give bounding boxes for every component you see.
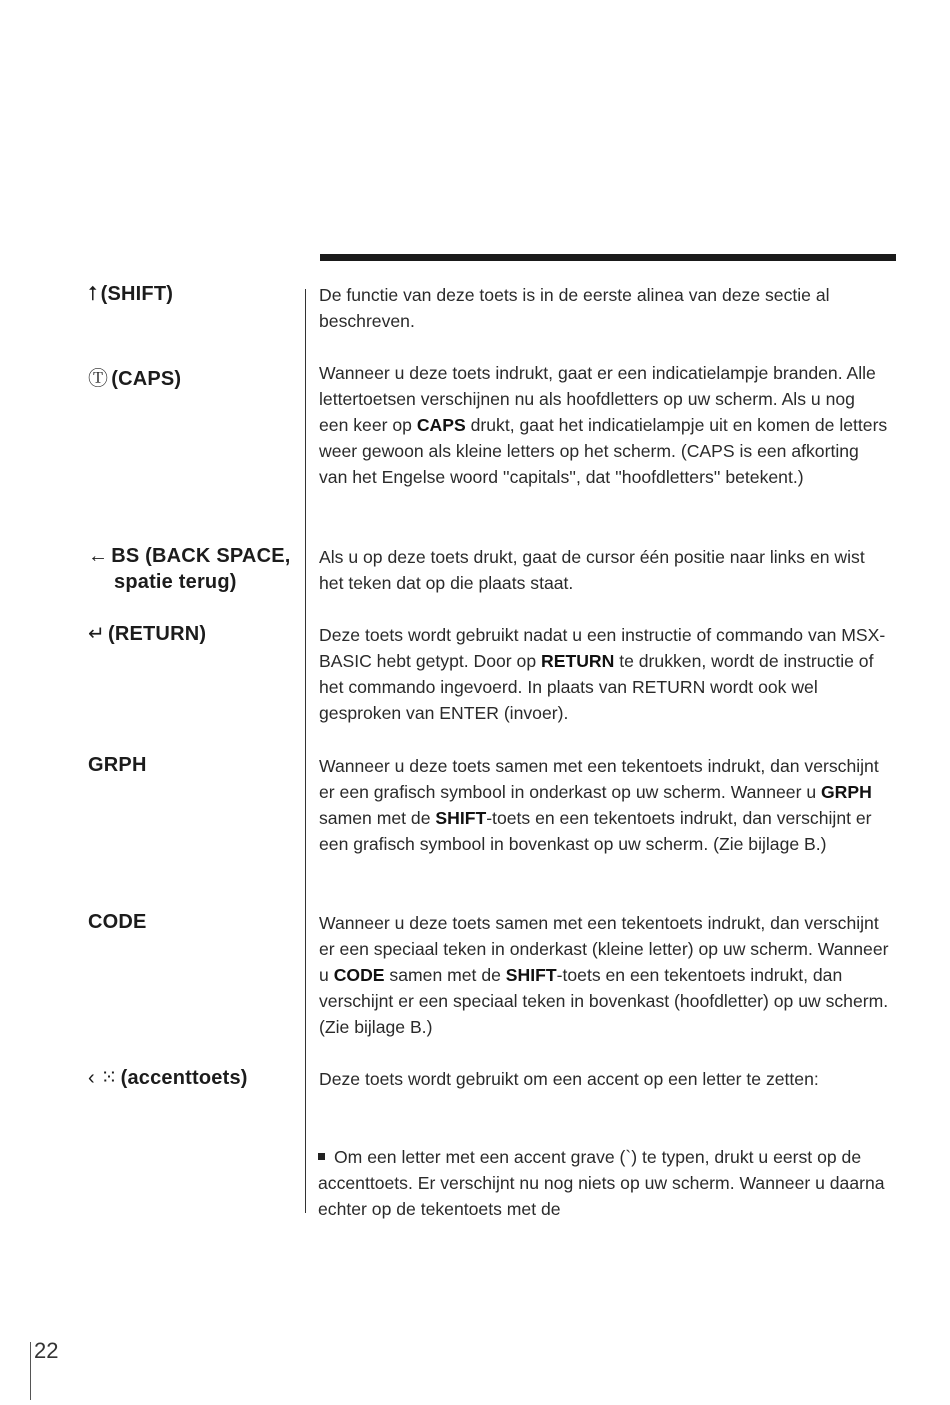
key-grph-description: Wanneer u deze toets samen met een tekentoets indrukt, dan verschijnt er een grafisch symbool in onderkast op uw scherm. Wanneer u GRPH samen met de SHIFT-toets en een tekentoets indrukt, dan verschijnt er een grafisch symbool in bovenkast op uw scherm. (Zie bijlage B.) bbox=[319, 756, 879, 854]
page-number: 22 bbox=[34, 1338, 59, 1363]
caps-circle-icon: Ⓣ bbox=[88, 368, 109, 390]
key-code-description: Wanneer u deze toets samen met een tekentoets indrukt, dan verschijnt er een speciaal teken in onderkast (kleine letter) op uw scherm. Wanneer u CODE samen met de SHIFT-toets en een tekentoets indrukt, dan verschijnt er een speciaal teken in bovenkast (hoofdletter) op uw scherm. (Zie bijlage B.) bbox=[319, 913, 889, 1037]
return-arrow-icon: ↵ bbox=[88, 623, 105, 645]
key-caps-label: Ⓣ (CAPS) bbox=[88, 368, 182, 390]
bullet-paragraph: Om een letter met een accent grave (`) te typen, drukt u eerst op de accenttoets. Er verschijnt nu nog niets op uw scherm. Wanneer u daarna echter op de tekentoets met de bbox=[318, 1147, 885, 1219]
bold-key-name: SHIFT bbox=[435, 808, 487, 828]
bold-key-name: CAPS bbox=[416, 415, 466, 435]
key-shift-label: ⭡ (SHIFT) bbox=[88, 283, 174, 305]
bold-key-name: GRPH bbox=[821, 782, 872, 802]
left-arrow-icon: ← bbox=[88, 545, 109, 567]
key-accent-description: Deze toets wordt gebruikt om een accent op een letter te zetten: bbox=[319, 1069, 819, 1089]
shift-arrow-icon: ⭡ bbox=[88, 283, 98, 305]
column-divider bbox=[305, 289, 306, 1213]
key-backspace-description: Als u op deze toets drukt, gaat de cursor één positie naar links en wist het teken dat op die plaats staat. bbox=[319, 547, 865, 593]
key-backspace-sublabel: spatie terug) bbox=[114, 571, 237, 593]
bullet-square-icon bbox=[318, 1153, 325, 1160]
accent-key-icon: ‹ ⁙ bbox=[88, 1067, 118, 1089]
key-return-description: Deze toets wordt gebruikt nadat u een instructie of commando van MSX-BASIC hebt getypt. Door op RETURN te drukken, wordt de instructie of het commando ingevoerd. In plaats van RETURN wordt ook wel gesproken van ENTER (invoer). bbox=[319, 625, 886, 723]
key-grph-label: GRPH bbox=[88, 754, 147, 776]
key-code-label: CODE bbox=[88, 911, 147, 933]
top-rule bbox=[320, 254, 896, 261]
bold-key-name: CODE bbox=[333, 965, 385, 985]
bold-key-name: RETURN bbox=[541, 651, 615, 671]
key-return-label: ↵ (RETURN) bbox=[88, 623, 207, 645]
key-caps-description: Wanneer u deze toets indrukt, gaat er een indicatielampje branden. Alle lettertoetsen verschijnen nu als hoofdletters op uw scherm. Als u nog een keer op CAPS drukt, gaat het indicatielampje uit en komen de letters weer gewoon als kleine letters op het scherm. (CAPS is een afkorting van het Engelse woord ''capitals'', dat ''hoofdletters'' betekent.) bbox=[319, 363, 888, 487]
key-shift-description: De functie van deze toets is in de eerste alinea van deze sectie al beschreven. bbox=[319, 285, 830, 331]
bold-key-name: SHIFT bbox=[505, 965, 557, 985]
key-accent-label: ‹ ⁙ (accenttoets) bbox=[88, 1067, 248, 1089]
key-backspace-label: ← BS (BACK SPACE, spatie terug) bbox=[88, 543, 304, 595]
page-marker-line bbox=[30, 1342, 31, 1400]
